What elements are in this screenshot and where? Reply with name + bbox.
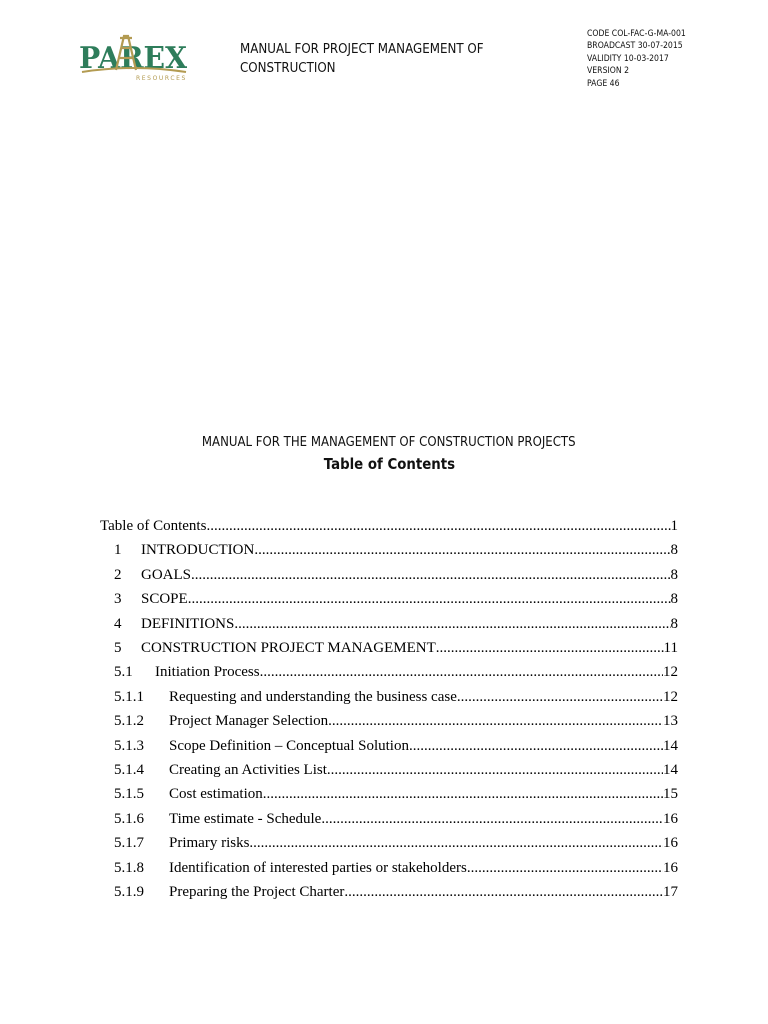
toc-leader-dots (436, 636, 664, 660)
toc-entry-title: Initiation Process (155, 664, 260, 681)
toc-leader-dots (254, 538, 670, 562)
toc-entry[interactable] (114, 612, 678, 636)
toc-entry-page: 8 (670, 615, 678, 632)
toc-entry-page: 17 (663, 884, 678, 900)
toc-leader-dots (457, 685, 663, 709)
toc-entry-title: CONSTRUCTION PROJECT MANAGEMENT (141, 640, 436, 656)
toc-leader-dots (260, 660, 663, 684)
meta-page: PAGE 46 (587, 78, 620, 89)
toc-entry-page: 8 (670, 591, 678, 608)
logo-sub-text: RESOURCES (136, 75, 187, 82)
toc-entry-title: INTRODUCTION (141, 542, 255, 559)
toc-entry[interactable] (100, 514, 678, 538)
toc-entry[interactable] (114, 660, 678, 684)
toc-leader-dots (327, 758, 663, 782)
toc-entry-number: 2 (114, 566, 122, 583)
toc-entry-number: 1 (114, 542, 122, 559)
toc-entry-title: SCOPE (141, 591, 188, 608)
document-title-text: MANUAL FOR THE MANAGEMENT OF CONSTRUCTION PROJECTS (202, 434, 576, 450)
toc-entry-title: Primary risks (169, 835, 250, 852)
toc-leader-dots (249, 831, 663, 855)
meta-code: CODE COL-FAC-G-MA-001 (587, 29, 686, 39)
toc-entry-title: DEFINITIONS (141, 615, 235, 632)
toc-leader-dots (188, 587, 671, 611)
parex-logo (78, 30, 190, 82)
toc-entry-title: Creating an Activities List (169, 762, 327, 778)
toc-entry[interactable] (114, 831, 678, 855)
toc-entry-page: 16 (663, 859, 678, 876)
toc-entry-page: 16 (663, 835, 678, 852)
toc-leader-dots (321, 807, 663, 831)
toc-entry-title: Requesting and understanding the business case (169, 688, 457, 705)
toc-entry-number: 5.1.4 (114, 762, 144, 778)
toc-leader-dots (191, 563, 670, 587)
toc-entry-number: 5.1.9 (114, 884, 144, 900)
toc-entry[interactable] (114, 856, 678, 880)
document-meta (587, 28, 686, 90)
toc-entry[interactable] (114, 709, 678, 733)
toc-entry-title: Time estimate - Schedule (169, 810, 322, 827)
toc-entry[interactable] (114, 538, 678, 562)
toc-leader-dots (328, 709, 663, 733)
toc-entry-number: 3 (114, 591, 122, 608)
parex-logo-mark (78, 30, 190, 82)
toc-entry[interactable] (114, 636, 678, 660)
toc-entry-page: 15 (663, 786, 678, 803)
toc-leader-dots (263, 782, 663, 806)
meta-version: VERSION 2 (587, 66, 630, 77)
toc-entry-page: 1 (670, 518, 678, 534)
toc-entry-title: Identification of interested parties or stakeholders (169, 859, 467, 876)
toc-leader-dots (344, 880, 663, 904)
toc-entry-page: 11 (663, 640, 678, 656)
toc-entry-number: 5 (114, 640, 122, 656)
toc-heading-text: Table of Contents (323, 455, 455, 473)
toc-entry[interactable] (114, 563, 678, 587)
toc-entry-page: 12 (663, 664, 678, 681)
toc-entry[interactable] (114, 587, 678, 611)
toc-entry[interactable] (114, 807, 678, 831)
toc-entry[interactable] (114, 880, 678, 904)
toc-heading (0, 455, 768, 473)
toc-entry-title: Scope Definition – Conceptual Solution (169, 737, 409, 754)
toc-entry-number: 5.1.8 (114, 859, 144, 876)
meta-validity: VALIDITY 10-03-2017 (587, 53, 669, 64)
toc-entry-title: Preparing the Project Charter (169, 884, 345, 900)
toc-entry[interactable] (114, 758, 678, 782)
page-header (0, 0, 768, 100)
toc-entry-number: 5.1.1 (114, 688, 144, 705)
toc-entry-page: 12 (663, 688, 678, 705)
toc-entry-page: 16 (663, 810, 678, 827)
meta-broadcast: BROADCAST 30-07-2015 (587, 41, 683, 52)
toc-entry-page: 8 (670, 566, 678, 583)
toc-leader-dots (234, 612, 670, 636)
header-title: MANUAL FOR PROJECT MANAGEMENT OF CONSTRUCTION (240, 41, 484, 76)
toc-entry-title: Project Manager Selection (169, 713, 329, 730)
toc-entry-page: 14 (663, 737, 678, 754)
toc-leader-dots (206, 514, 670, 538)
document-title (0, 434, 768, 450)
toc-entry-number: 5.1.5 (114, 786, 144, 803)
logo-brand-text: PAREX (79, 41, 188, 76)
toc-entry-title: Cost estimation (169, 786, 263, 803)
toc-entry-number: 4 (114, 615, 122, 632)
toc-entry[interactable] (114, 685, 678, 709)
toc-entry-title: Table of Contents (100, 518, 207, 534)
toc-entry-title: GOALS (141, 566, 192, 583)
toc-entry[interactable] (114, 734, 678, 758)
toc-leader-dots (409, 734, 663, 758)
toc-entry-page: 13 (663, 713, 678, 730)
toc-entry-page: 14 (663, 762, 678, 778)
toc-entry-number: 5.1.7 (114, 835, 144, 852)
toc-entry-number: 5.1 (114, 664, 133, 681)
toc-entry[interactable] (114, 782, 678, 806)
toc-entry-number: 5.1.3 (114, 737, 144, 754)
toc-leader-dots (467, 856, 663, 880)
toc-entry-number: 5.1.6 (114, 810, 144, 827)
toc-entry-page: 8 (670, 542, 678, 559)
toc-entry-number: 5.1.2 (114, 713, 144, 730)
